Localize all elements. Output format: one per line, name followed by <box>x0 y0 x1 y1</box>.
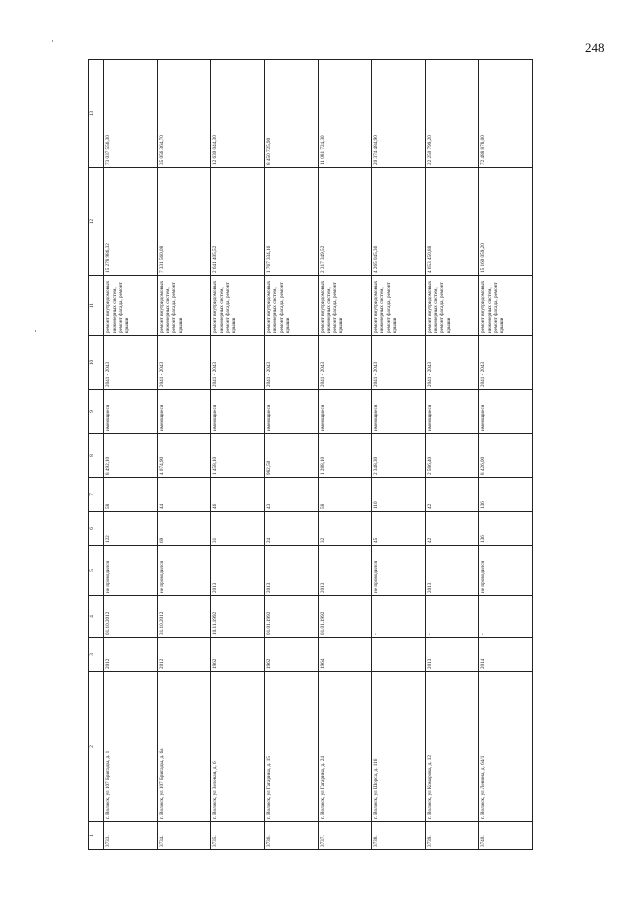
residents-cell: 58 <box>318 478 372 512</box>
total-cost-cell: 8 450 725,90 <box>265 60 319 168</box>
column-number: 9 <box>89 390 104 434</box>
row-number: 3740. <box>479 822 533 850</box>
apartments-cell: 42 <box>425 512 479 546</box>
total-cost-cell: 73 037 556,30 <box>104 60 158 168</box>
cost-cell: 1 767 334,16 <box>265 168 319 276</box>
year-cell: 2012 <box>104 638 158 672</box>
period-cell: 2041 - 2043 <box>372 336 426 390</box>
apartments-cell: 122 <box>104 512 158 546</box>
register-table <box>88 59 533 850</box>
row-number: 3739. <box>425 822 479 850</box>
funding-cell: имеющиеся <box>104 390 158 434</box>
table-row <box>211 60 265 850</box>
privatization-date-cell: - <box>479 596 533 638</box>
area-cell: 2 348,30 <box>372 434 426 478</box>
row-number: 3736. <box>265 822 319 850</box>
apartments-cell: 69 <box>157 512 211 546</box>
period-cell: 2041 - 2043 <box>157 336 211 390</box>
capital-repair-cell: не проводился <box>104 546 158 596</box>
residents-cell: 42 <box>425 478 479 512</box>
table-row <box>265 60 319 850</box>
year-cell: 1962 <box>211 638 265 672</box>
residents-cell: 136 <box>479 478 533 512</box>
column-number: 10 <box>89 336 104 390</box>
funding-cell: имеющиеся <box>318 390 372 434</box>
privatization-date-cell: 01.01.1992 <box>265 596 319 638</box>
table-row <box>479 60 533 850</box>
residents-cell: 43 <box>265 478 319 512</box>
address-cell: г. Волжск, ул Гагарина, д. 24 <box>318 672 372 822</box>
row-number: 3738. <box>372 822 426 850</box>
residents-cell: 58 <box>104 478 158 512</box>
capital-repair-cell: 2013 <box>318 546 372 596</box>
residents-cell: 44 <box>157 478 211 512</box>
privatization-date-cell: - <box>425 596 479 638</box>
table-row <box>157 60 211 850</box>
area-cell: 8 492,10 <box>104 434 158 478</box>
total-cost-cell: 12 630 044,30 <box>211 60 265 168</box>
period-cell: 2041 - 2043 <box>318 336 372 390</box>
column-number: 8 <box>89 434 104 478</box>
column-number: 7 <box>89 478 104 512</box>
funding-cell: имеющиеся <box>211 390 265 434</box>
funding-cell: имеющиеся <box>425 390 479 434</box>
privatization-date-cell: 10.11.1992 <box>211 596 265 638</box>
address-cell: г. Волжск, ул Зеленая, д. 6 <box>211 672 265 822</box>
period-cell: 2041 - 2043 <box>104 336 158 390</box>
total-cost-cell: 72 488 878,00 <box>479 60 533 168</box>
apartments-cell: 31 <box>211 512 265 546</box>
table-row <box>104 60 158 850</box>
total-cost-cell: 20 374 484,90 <box>372 60 426 168</box>
cost-cell: 7 331 560,08 <box>157 168 211 276</box>
area-cell: 4 074,90 <box>157 434 211 478</box>
apartments-cell: 32 <box>318 512 372 546</box>
funding-cell: имеющиеся <box>479 390 533 434</box>
address-cell: г. Волжск, ул Шорса, д. 116 <box>372 672 426 822</box>
header-row <box>89 60 104 850</box>
total-cost-cell: 11 081 724,30 <box>318 60 372 168</box>
column-number: 2 <box>89 672 104 822</box>
column-number: 4 <box>89 596 104 638</box>
year-cell: 1962 <box>265 638 319 672</box>
privatization-date-cell: - <box>372 596 426 638</box>
column-number: 1 <box>89 822 104 850</box>
row-number: 3733. <box>104 822 158 850</box>
year-cell <box>372 638 426 672</box>
area-cell: 1 288,10 <box>318 434 372 478</box>
works-cell: ремонт внутридомовых инженерных систем, ремонт фасада, ремонт крыши <box>104 276 158 336</box>
address-cell: г. Волжск, ул 107 Бригады, д. 6а <box>157 672 211 822</box>
table-body <box>104 60 533 850</box>
privatization-date-cell: 01.10.2012 <box>104 596 158 638</box>
cost-cell: 2 641 405,52 <box>211 168 265 276</box>
works-cell: ремонт внутридомовых инженерных систем, ремонт фасада, ремонт крыши <box>372 276 426 336</box>
residents-cell: 110 <box>372 478 426 512</box>
apartments-cell: 45 <box>372 512 426 546</box>
period-cell: 2041 - 2043 <box>479 336 533 390</box>
funding-cell: имеющиеся <box>372 390 426 434</box>
table-row <box>318 60 372 850</box>
apartments-cell: 24 <box>265 512 319 546</box>
page-number: 248 <box>585 40 605 55</box>
row-number: 3737. <box>318 822 372 850</box>
address-cell: г. Волжск, ул Ленина, д. 64/1 <box>479 672 533 822</box>
cost-cell: 4 265 045,36 <box>372 168 426 276</box>
capital-repair-cell: не проводился <box>479 546 533 596</box>
cost-cell: 15 278 986,32 <box>104 168 158 276</box>
year-cell: 2013 <box>425 638 479 672</box>
funding-cell: имеющиеся <box>157 390 211 434</box>
year-cell: 2012 <box>157 638 211 672</box>
table-row <box>425 60 479 850</box>
table-row <box>372 60 426 850</box>
address-cell: г. Волжск, ул Гагарина, д. 15 <box>265 672 319 822</box>
privatization-date-cell: 01.01.1992 <box>318 596 372 638</box>
column-number: 12 <box>89 168 104 276</box>
row-number: 3735. <box>211 822 265 850</box>
period-cell: 2041 - 2043 <box>425 336 479 390</box>
total-cost-cell: 22 250 799,20 <box>425 60 479 168</box>
works-cell: ремонт внутридомовых инженерных систем, ремонт фасада, ремонт крыши <box>425 276 479 336</box>
privatization-date-cell: 31.10.2012 <box>157 596 211 638</box>
cost-cell: 2 317 349,52 <box>318 168 372 276</box>
cost-cell: 15 160 059,20 <box>479 168 533 276</box>
apartments-cell: 136 <box>479 512 533 546</box>
column-number: 5 <box>89 546 104 596</box>
area-cell: 8 426,00 <box>479 434 533 478</box>
works-cell: ремонт внутридомовых инженерных систем, ремонт фасада, ремонт крыши <box>479 276 533 336</box>
funding-cell: имеющиеся <box>265 390 319 434</box>
year-cell: 1964 <box>318 638 372 672</box>
works-cell: ремонт внутридомовых инженерных систем, ремонт фасада, ремонт крыши <box>265 276 319 336</box>
capital-repair-cell: не проводился <box>157 546 211 596</box>
area-cell: 2 586,40 <box>425 434 479 478</box>
column-number: 6 <box>89 512 104 546</box>
year-cell: 2014 <box>479 638 533 672</box>
area-cell: 1 458,10 <box>211 434 265 478</box>
works-cell: ремонт внутридомовых инженерных систем, ремонт фасада, ремонт крыши <box>211 276 265 336</box>
period-cell: 2041 - 2043 <box>265 336 319 390</box>
register-table-rotated <box>88 60 533 850</box>
area-cell: 982,50 <box>265 434 319 478</box>
capital-repair-cell: не проводился <box>372 546 426 596</box>
works-cell: ремонт внутридомовых инженерных систем, ремонт фасада, ремонт крыши <box>157 276 211 336</box>
works-cell: ремонт внутридомовых инженерных систем, ремонт фасада, ремонт крыши <box>318 276 372 336</box>
column-number: 11 <box>89 276 104 336</box>
cost-cell: 4 653 450,88 <box>425 168 479 276</box>
capital-repair-cell: 2013 <box>211 546 265 596</box>
total-cost-cell: 35 056 364,70 <box>157 60 211 168</box>
capital-repair-cell: 2013 <box>265 546 319 596</box>
row-number: 3734. <box>157 822 211 850</box>
residents-cell: 46 <box>211 478 265 512</box>
period-cell: 2041 - 2043 <box>211 336 265 390</box>
column-number: 3 <box>89 638 104 672</box>
address-cell: г. Волжск, ул 107 Бригады, д. 1 <box>104 672 158 822</box>
column-number: 13 <box>89 60 104 168</box>
capital-repair-cell: 2013 <box>425 546 479 596</box>
address-cell: г. Волжск, ул Комарова, д. 12 <box>425 672 479 822</box>
